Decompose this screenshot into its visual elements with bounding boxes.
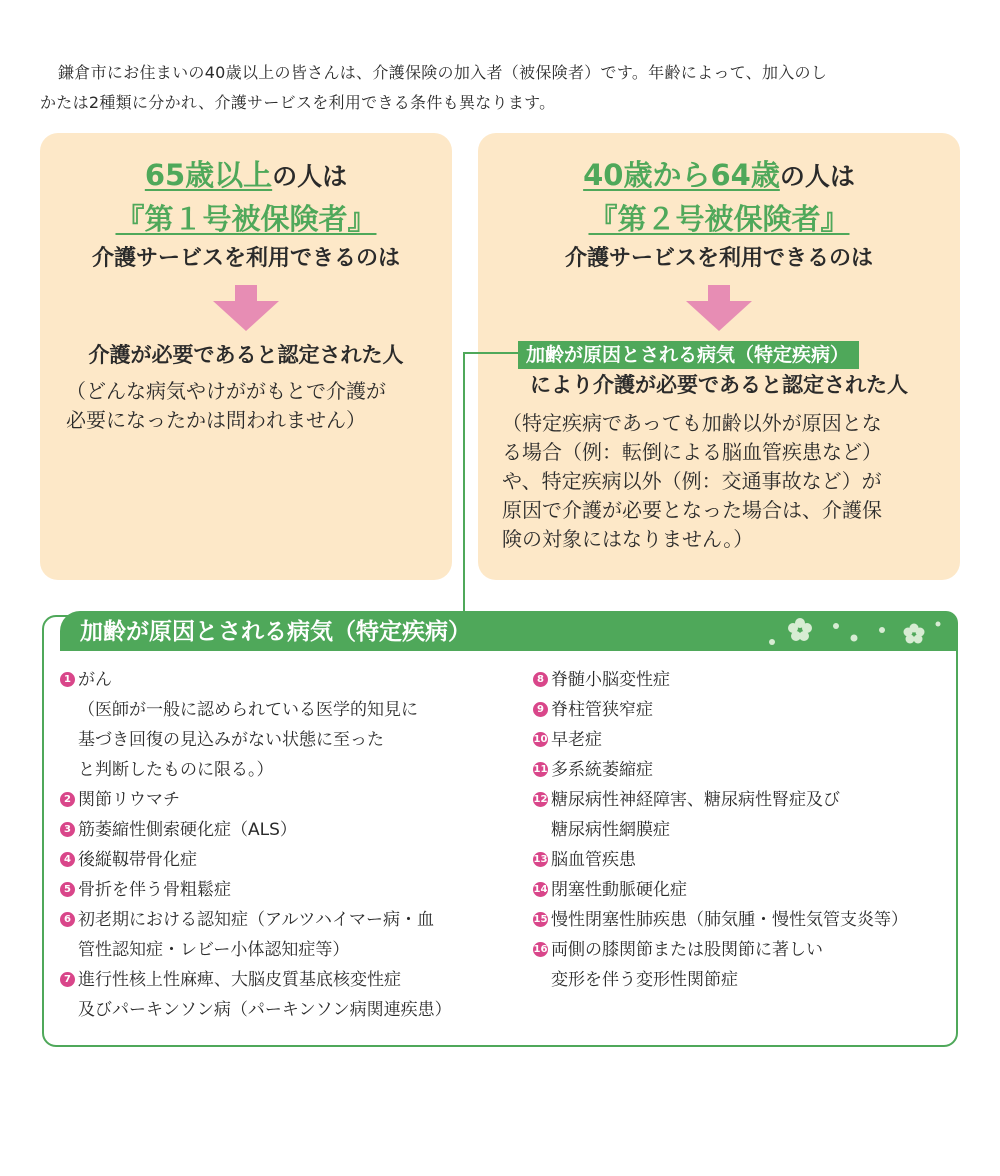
disease-name: 後縦靱帯骨化症 (78, 850, 197, 870)
disease-name: 閉塞性動脈硬化症 (551, 880, 687, 900)
number-badge: 2 (60, 792, 75, 807)
left-age-range: 65歳以上 (144, 158, 273, 192)
first-insured-card (40, 133, 452, 580)
panel-title: 加齢が原因とされる病気（特定疾病） (80, 619, 471, 645)
disease-name: 関節リウマチ (78, 790, 180, 810)
number-badge: 15 (533, 914, 548, 925)
disease-name: 脊髄小脳変性症 (551, 670, 670, 690)
list-item (533, 935, 953, 965)
intro-line-1: 鎌倉市にお住まいの40歳以上の皆さんは、介護保険の加入者（被保険者）です。年齢によって、加入のし (58, 63, 828, 82)
number-badge: 5 (60, 882, 75, 897)
connector-vertical (463, 352, 465, 616)
list-item (533, 755, 953, 785)
number-badge: 6 (60, 912, 75, 927)
specific-disease-tag: 加齢が原因とされる病気（特定疾病） (518, 341, 859, 369)
disease-name: 初老期における認知症（アルツハイマー病・血 (78, 910, 434, 930)
list-item (60, 845, 500, 875)
list-item (60, 815, 500, 845)
disease-name: がん (78, 670, 112, 690)
list-item (533, 695, 953, 725)
list-item (533, 875, 953, 905)
left-note-line-1: （どんな病気やけががもとで介護が (66, 379, 386, 403)
connector-horizontal (463, 352, 518, 354)
disease-name-cont: 管性認知症・レビー小体認知症等） (78, 940, 350, 960)
right-age-suffix: の人は (779, 162, 855, 191)
disease-list-right (533, 665, 953, 995)
list-item (60, 965, 500, 995)
left-note (66, 377, 446, 435)
disease-name: 脊柱管狭窄症 (551, 700, 653, 720)
intro-text (40, 58, 970, 118)
right-service-line: 介護サービスを利用できるのは (564, 246, 873, 271)
left-service-line: 介護サービスを利用できるのは (91, 246, 400, 271)
disease-name: 脳血管疾患 (551, 850, 636, 870)
left-note-line-2: 必要になったかは問われません） (66, 408, 366, 432)
list-item (533, 905, 953, 935)
left-insured-type: 『第１号被保険者』 (115, 202, 377, 236)
list-item (60, 785, 500, 815)
list-item (533, 665, 953, 695)
number-badge: 9 (533, 702, 548, 717)
list-item (60, 905, 500, 935)
right-note-line-3: や、特定疾病以外（例：交通事故など）が (502, 469, 882, 493)
number-badge: 4 (60, 852, 75, 867)
disease-note: 基づき回復の見込みがない状態に至った (78, 730, 384, 750)
number-badge: 11 (533, 764, 548, 775)
right-condition: により介護が必要であると認定された人 (530, 373, 908, 397)
disease-name: 進行性核上性麻痺、大脳皮質基底核変性症 (78, 970, 401, 990)
disease-name-cont: 糖尿病性網膜症 (551, 820, 670, 840)
number-badge: 14 (533, 884, 548, 895)
left-condition: 介護が必要であると認定された人 (88, 343, 404, 367)
disease-list-left (60, 665, 500, 1025)
left-down-arrow-icon (213, 285, 279, 331)
disease-name: 筋萎縮性側索硬化症（ALS） (78, 820, 297, 840)
right-insured-type: 『第２号被保険者』 (588, 202, 850, 236)
right-age-range: 40歳から64歳 (583, 158, 780, 192)
left-age-heading (40, 155, 452, 197)
number-badge: 12 (533, 794, 548, 805)
disease-name: 慢性閉塞性肺疾患（肺気腫・慢性気管支炎等） (551, 910, 908, 930)
disease-note: （医師が一般に認められている医学的知見に (78, 700, 418, 720)
right-note-line-5: 険の対象にはなりません。） (502, 527, 754, 551)
right-note (502, 409, 954, 554)
list-item (533, 725, 953, 755)
disease-name: 両側の膝関節または股関節に著しい (551, 940, 823, 960)
number-badge: 7 (60, 972, 75, 987)
disease-name: 多系統萎縮症 (551, 760, 653, 780)
number-badge: 1 (60, 672, 75, 687)
right-note-line-4: 原因で介護が必要となった場合は、介護保 (502, 498, 882, 522)
intro-line-2: かたは2種類に分かれ、介護サービスを利用できる条件も異なります。 (40, 93, 556, 112)
number-badge: 10 (533, 734, 548, 745)
list-item (60, 875, 500, 905)
list-item (60, 665, 500, 695)
disease-note: と判断したものに限る。） (78, 760, 274, 780)
right-down-arrow-icon (686, 285, 752, 331)
disease-name: 骨折を伴う骨粗鬆症 (78, 880, 231, 900)
left-age-suffix: の人は (272, 162, 348, 191)
list-item (533, 845, 953, 875)
right-age-heading (478, 155, 960, 197)
number-badge: 16 (533, 944, 548, 955)
disease-name: 糖尿病性神経障害、糖尿病性腎症及び (551, 790, 840, 810)
disease-name-cont: 及びパーキンソン病（パーキンソン病関連疾患） (78, 1000, 452, 1020)
number-badge: 8 (533, 672, 548, 687)
number-badge: 13 (533, 854, 548, 865)
right-note-line-1: （特定疾病であっても加齢以外が原因とな (502, 411, 882, 435)
list-item (533, 785, 953, 815)
number-badge: 3 (60, 822, 75, 837)
disease-name-cont: 変形を伴う変形性関節症 (551, 970, 738, 990)
right-note-line-2: る場合（例：転倒による脳血管疾患など） (502, 440, 882, 464)
cherry-blossom-icon (762, 616, 952, 648)
disease-name: 早老症 (551, 730, 602, 750)
